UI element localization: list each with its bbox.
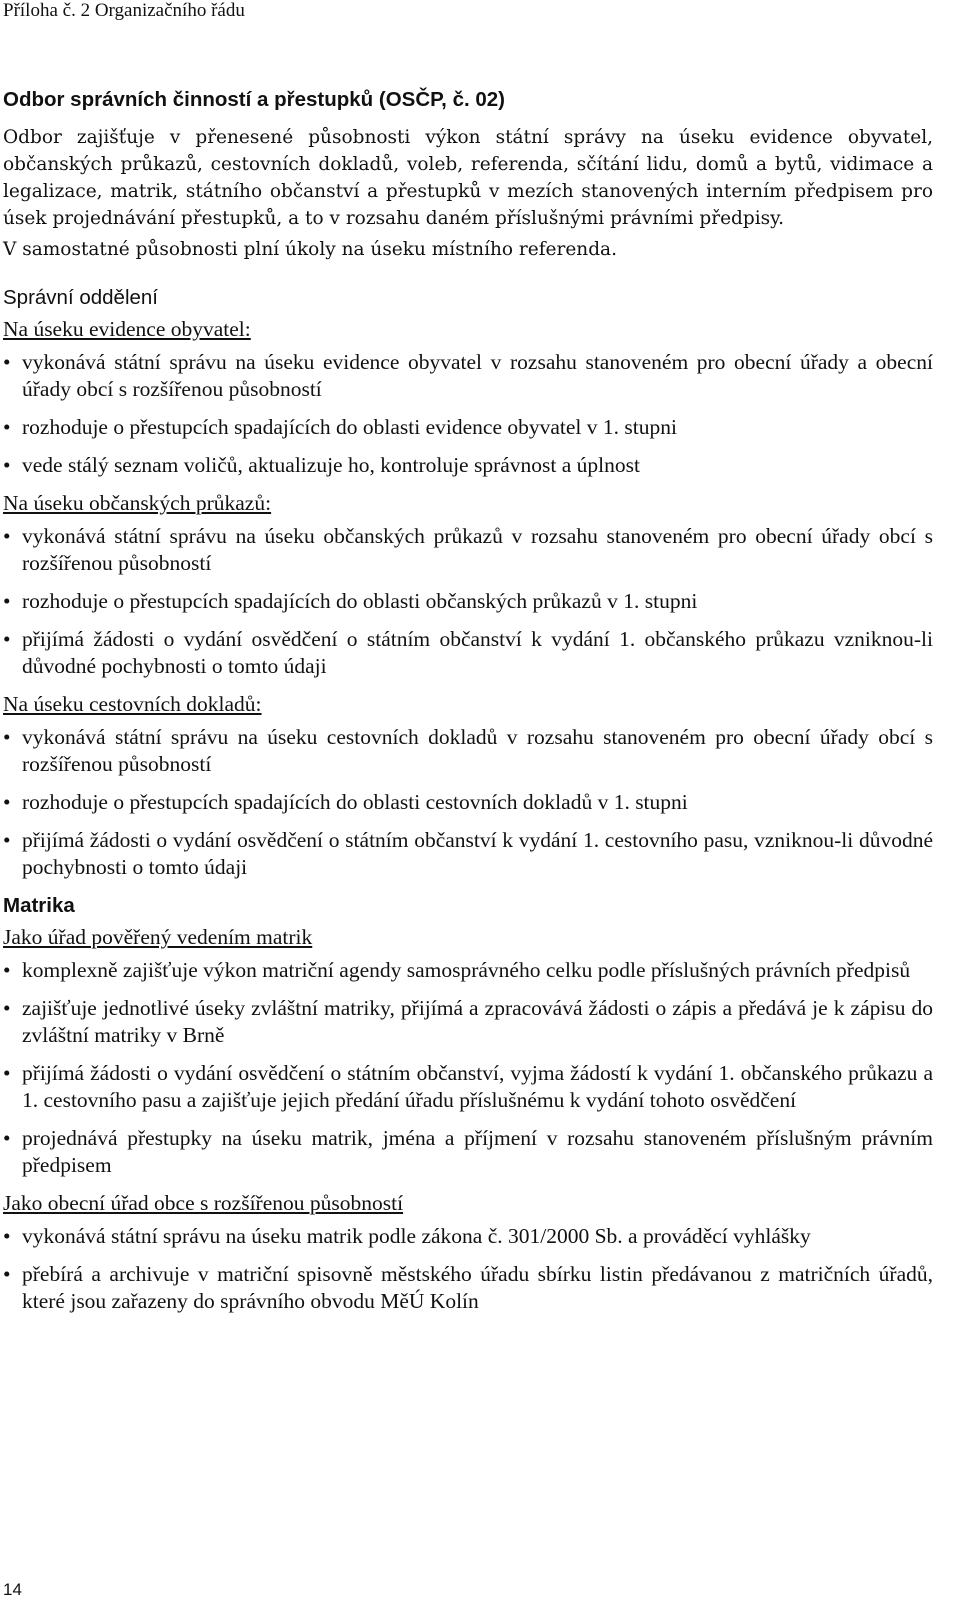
intro-paragraph: V samostatné působnosti plní úkoly na úseku místního referenda.	[3, 239, 617, 260]
bullet-list	[3, 349, 933, 479]
bullet-item: • vykonává státní správu na úseku občanských průkazů v rozsahu stanoveném pro obecní úřady obcí s rozšířenou působností	[3, 523, 933, 577]
bullet-list	[3, 724, 933, 881]
bullet-item: • vykonává státní správu na úseku cestovních dokladů v rozsahu stanoveném pro obecní úřady obcí s rozšířenou působností	[3, 724, 933, 778]
section-title: Matrika	[3, 894, 75, 917]
bullet-item: • přijímá žádosti o vydání osvědčení o státním občanství, vyjma žádostí k vydání 1. občanského průkazu a 1. cestovního pasu a zajišťuje jejich předání úřadu příslušnému k vydání tohoto osvědčení	[3, 1060, 933, 1114]
bullet-list	[3, 957, 933, 1179]
sections-container	[3, 284, 933, 1326]
bullet-item: • rozhoduje o přestupcích spadajících do oblasti občanských průkazů v 1. stupni	[3, 588, 933, 615]
department-heading: Odbor správních činností a přestupků (OSČP, č. 02)	[3, 88, 505, 111]
header-note: Příloha č. 2 Organizačního řádu	[3, 0, 245, 21]
subsection-title: Na úseku cestovních dokladů:	[3, 692, 262, 716]
bullet-item: • vede stálý seznam voličů, aktualizuje ho, kontroluje správnost a úplnost	[3, 452, 933, 479]
intro-text	[3, 124, 933, 263]
bullet-item: • rozhoduje o přestupcích spadajících do oblasti evidence obyvatel v 1. stupni	[3, 414, 933, 441]
bullet-item: • přijímá žádosti o vydání osvědčení o státním občanství k vydání 1. občanského průkazu vzniknou-li důvodné pochybnosti o tomto údaji	[3, 626, 933, 680]
bullet-item: • přebírá a archivuje v matriční spisovně městského úřadu sbírku listin předávanou z matričních úřadů, které jsou zařazeny do správního obvodu MěÚ Kolín	[3, 1261, 933, 1315]
section-title: Správní oddělení	[3, 286, 159, 309]
bullet-list	[3, 523, 933, 680]
bullet-item: • vykonává státní správu na úseku matrik podle zákona č. 301/2000 Sb. a prováděcí vyhlášky	[3, 1223, 933, 1250]
bullet-item: • vykonává státní správu na úseku evidence obyvatel v rozsahu stanoveném pro obecní úřady a obecní úřady obcí s rozšířenou působností	[3, 349, 933, 403]
bullet-list	[3, 1223, 933, 1315]
subsection-title: Jako úřad pověřený vedením matrik	[3, 925, 313, 949]
intro-paragraph: Odbor zajišťuje v přenesené působnosti výkon státní správy na úseku evidence obyvatel, občanských průkazů, cestovních dokladů, voleb, referenda, sčítání lidu, domů a bytů, vidimace a legalizace, matrik, státního občanství a přestupků v mezích stanovených interním předpisem pro úsek projednávání přestupků, a to v rozsahu daném příslušnými právními předpisy.	[3, 127, 933, 229]
subsection-title: Na úseku evidence obyvatel:	[3, 317, 251, 341]
subsection-title: Jako obecní úřad obce s rozšířenou působností	[3, 1191, 404, 1215]
bullet-item: • zajišťuje jednotlivé úseky zvláštní matriky, přijímá a zpracovává žádosti o zápis a předává je k zápisu do zvláštní matriky v Brně	[3, 995, 933, 1049]
bullet-item: • přijímá žádosti o vydání osvědčení o státním občanství k vydání 1. cestovního pasu, vzniknou-li důvodné pochybnosti o tomto údaji	[3, 827, 933, 881]
page-number: 14	[3, 1580, 22, 1599]
subsection-title: Na úseku občanských průkazů:	[3, 491, 272, 515]
bullet-item: • rozhoduje o přestupcích spadajících do oblasti cestovních dokladů v 1. stupni	[3, 789, 933, 816]
bullet-item: • projednává přestupky na úseku matrik, jména a příjmení v rozsahu stanoveném příslušným právním předpisem	[3, 1125, 933, 1179]
bullet-item: • komplexně zajišťuje výkon matriční agendy samosprávného celku podle příslušných právních předpisů	[3, 957, 933, 984]
